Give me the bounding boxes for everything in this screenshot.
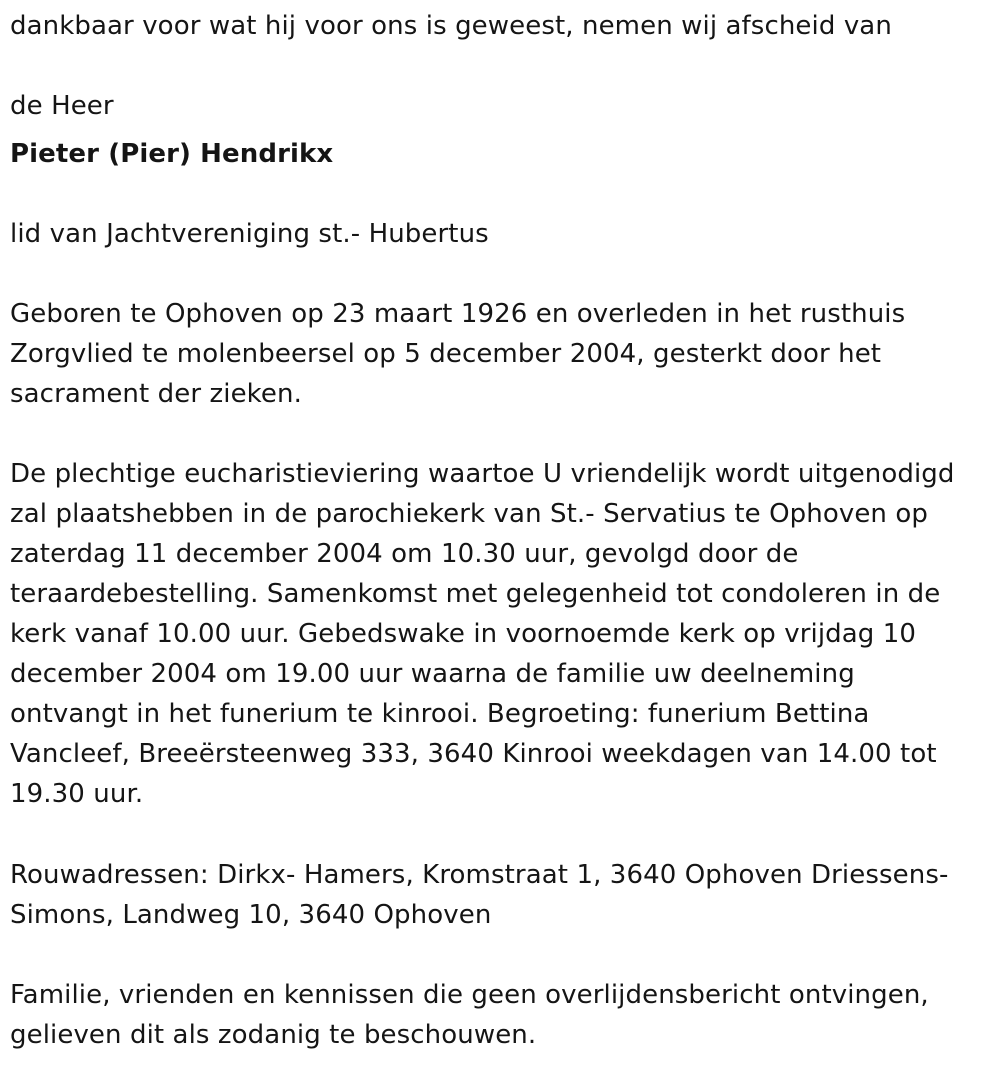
addresses-line: Rouwadressen: Dirkx- Hamers, Kromstraat 1, 3640 Ophoven Driessens- — [10, 860, 949, 890]
honorific-line: de Heer — [10, 91, 114, 121]
honorific-text — [10, 86, 114, 126]
deceased-name-line: Pieter (Pier) Hendrikx — [10, 139, 334, 169]
addresses-paragraph — [10, 855, 985, 935]
intro-line: dankbaar voor wat hij voor ons is geweest, nemen wij afscheid van — [10, 11, 892, 41]
ceremony-line: 19.30 uur. — [10, 779, 144, 809]
ceremony-line: De plechtige eucharistieviering waartoe U vriendelijk wordt uitgenodigd — [10, 459, 955, 489]
ceremony-line: ontvangt in het funerium te kinrooi. Begroeting: funerium Bettina — [10, 699, 870, 729]
ceremony-line: zaterdag 11 december 2004 om 10.30 uur, gevolgd door de — [10, 539, 799, 569]
closing-line: gelieven dit als zodanig te beschouwen. — [10, 1020, 537, 1050]
birth-death-paragraph — [10, 294, 985, 414]
ceremony-line: zal plaatshebben in de parochiekerk van St.- Servatius te Ophoven op — [10, 499, 928, 529]
intro-text — [10, 6, 892, 46]
deceased-name — [10, 134, 333, 174]
closing-paragraph — [10, 975, 985, 1055]
birth-death-line: sacrament der zieken. — [10, 379, 302, 409]
birth-death-line: Zorgvlied te molenbeersel op 5 december 2004, gesterkt door het — [10, 339, 882, 369]
ceremony-paragraph — [10, 454, 985, 814]
ceremony-line: teraardebestelling. Samenkomst met gelegenheid tot condoleren in de — [10, 579, 941, 609]
membership-text — [10, 214, 489, 254]
ceremony-line: kerk vanaf 10.00 uur. Gebedswake in voornoemde kerk op vrijdag 10 — [10, 619, 917, 649]
birth-death-line: Geboren te Ophoven op 23 maart 1926 en overleden in het rusthuis — [10, 299, 906, 329]
ceremony-line: Vancleef, Breeërsteenweg 333, 3640 Kinrooi weekdagen van 14.00 tot — [10, 739, 937, 769]
addresses-line: Simons, Landweg 10, 3640 Ophoven — [10, 900, 492, 930]
ceremony-line: december 2004 om 19.00 uur waarna de familie uw deelneming — [10, 659, 855, 689]
closing-line: Familie, vrienden en kennissen die geen overlijdensbericht ontvingen, — [10, 980, 929, 1010]
membership-line: lid van Jachtvereniging st.- Hubertus — [10, 219, 489, 249]
